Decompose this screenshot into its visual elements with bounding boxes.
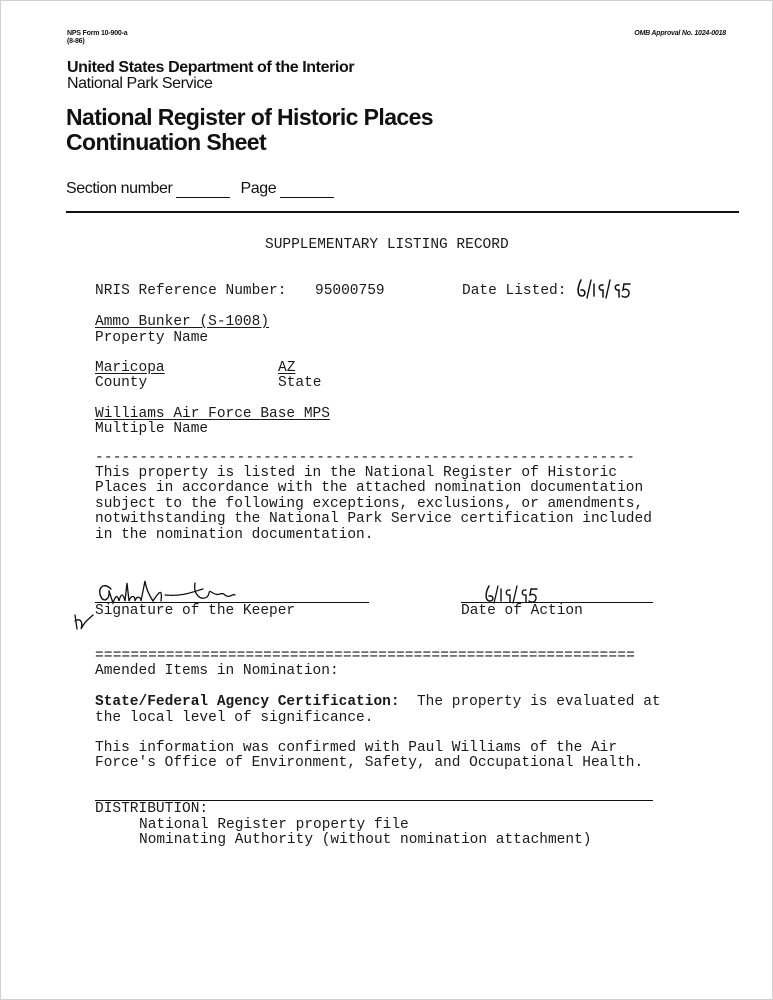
document-title: National Register of Historic Places bbox=[66, 104, 433, 130]
property-name-label: Property Name bbox=[95, 330, 209, 346]
distribution-label: DISTRIBUTION: bbox=[95, 801, 209, 817]
state-label: State bbox=[278, 375, 322, 391]
section-number-blank bbox=[176, 183, 230, 198]
distribution-item-1: National Register property file bbox=[139, 817, 409, 833]
form-identifier bbox=[67, 30, 127, 46]
statement-line-3: subject to the following exceptions, exclusions, or amendments, bbox=[95, 496, 644, 512]
amendment-line-1 bbox=[95, 695, 661, 711]
confirmation-line-1: This information was confirmed with Paul Williams of the Air bbox=[95, 740, 618, 756]
state-value: AZ bbox=[278, 360, 296, 376]
statement-line-2: Places in accordance with the attached nomination documentation bbox=[95, 480, 644, 496]
action-date-label: Date of Action bbox=[461, 603, 583, 619]
page-number-blank bbox=[280, 183, 334, 198]
omb-approval-number: OMB Approval No. 1024-0018 bbox=[634, 30, 726, 37]
department-name: United States Department of the Interior bbox=[67, 59, 355, 76]
statement-line-4: notwithstanding the National Park Service certification included bbox=[95, 511, 652, 527]
confirmation-line-2: Force's Office of Environment, Safety, and Occupational Health. bbox=[95, 755, 644, 771]
agency-name: National Park Service bbox=[67, 75, 213, 92]
county-label: County bbox=[95, 375, 148, 391]
form-number: NPS Form 10-900-a bbox=[67, 30, 128, 37]
date-listed-handwritten bbox=[575, 276, 635, 300]
distribution-item-2: Nominating Authority (without nomination attachment) bbox=[139, 832, 592, 848]
nris-number: 95000759 bbox=[315, 283, 385, 299]
dash-divider: ------------------------------------------------------------- bbox=[95, 450, 635, 466]
statement-line-1: This property is listed in the National Register of Historic bbox=[95, 465, 618, 481]
header-divider bbox=[66, 211, 739, 213]
document-subtitle: Continuation Sheet bbox=[66, 129, 267, 155]
amendment-section-name: State/Federal Agency Certification: bbox=[95, 694, 400, 710]
equals-divider: ============================================================= bbox=[95, 648, 635, 664]
nris-label: NRIS Reference Number: bbox=[95, 283, 287, 299]
amended-heading: Amended Items in Nomination: bbox=[95, 663, 339, 679]
section-page-row bbox=[66, 180, 344, 198]
multiple-name-value: Williams Air Force Base MPS bbox=[95, 406, 330, 422]
page-label: Page bbox=[240, 180, 277, 197]
date-listed-label: Date Listed: bbox=[462, 283, 567, 299]
record-heading: SUPPLEMENTARY LISTING RECORD bbox=[265, 237, 509, 253]
statement-line-5: in the nomination documentation. bbox=[95, 527, 374, 543]
amendment-text: The property is evaluated at bbox=[399, 694, 661, 710]
property-name-value: Ammo Bunker (S-1008) bbox=[95, 314, 270, 330]
amendment-line-2: the local level of significance. bbox=[95, 710, 374, 726]
multiple-name-label: Multiple Name bbox=[95, 421, 209, 437]
signature-label: Signature of the Keeper bbox=[95, 603, 296, 619]
section-number-label: Section number bbox=[66, 180, 173, 197]
county-value: Maricopa bbox=[95, 360, 165, 376]
form-date: (8-86) bbox=[67, 38, 85, 45]
